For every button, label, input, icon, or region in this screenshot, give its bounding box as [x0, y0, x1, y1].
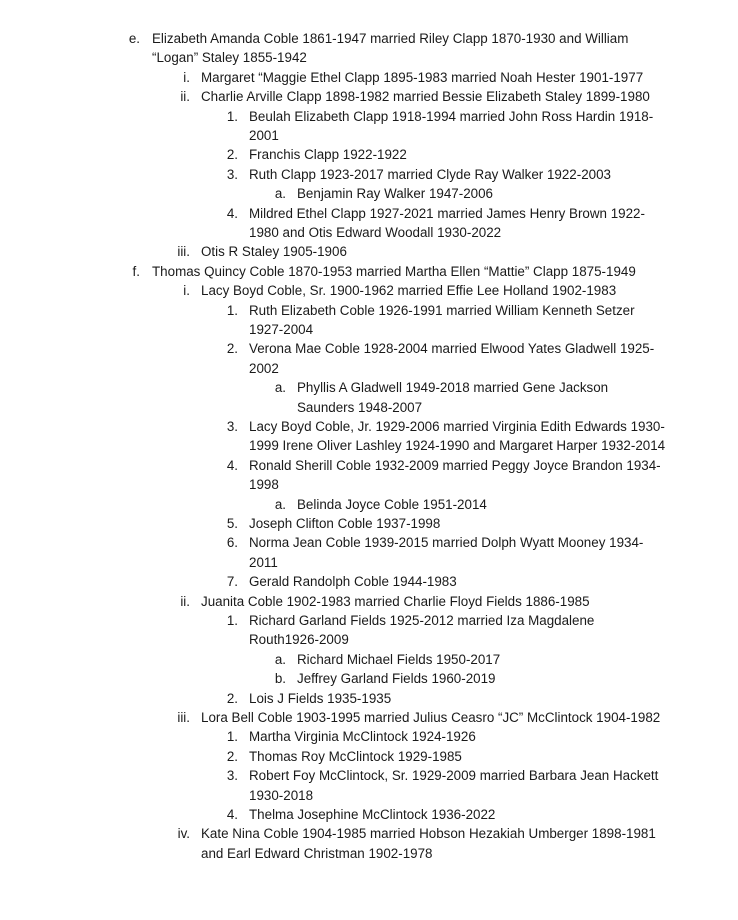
list-item — [0, 669, 738, 688]
list-item-text: Phyllis A Gladwell 1949-2018 married Gene Jackson — [297, 380, 609, 396]
list-item-text: 2001 — [249, 128, 279, 143]
list-marker: 2. — [226, 341, 238, 357]
list-marker: 4. — [226, 205, 238, 221]
list-item-text: Mildred Ethel Clapp 1927-2021 married James Henry Brown 1922- — [249, 205, 645, 221]
list-item — [0, 844, 738, 863]
list-item — [0, 533, 738, 552]
list-marker: 2. — [226, 690, 238, 706]
list-item — [0, 320, 738, 339]
list-item — [0, 824, 738, 843]
list-item — [0, 184, 738, 203]
list-marker: i. — [183, 69, 190, 85]
list-item-text: and Earl Edward Christman 1902-1978 — [201, 845, 433, 861]
list-item-text: “Logan” Staley 1855-1942 — [152, 50, 307, 66]
list-item-text: Robert Foy McClintock, Sr. 1929-2009 married Barbara Jean Hackett — [249, 768, 659, 784]
list-item-text: 2011 — [249, 554, 278, 570]
list-marker: iii. — [177, 244, 190, 260]
list-marker: a. — [274, 380, 286, 396]
list-marker: 3. — [226, 419, 238, 434]
list-item — [0, 165, 738, 184]
list-item — [0, 398, 738, 417]
list-marker: ii. — [180, 89, 190, 105]
list-item-text: Kate Nina Coble 1904-1985 married Hobson Hezakiah Umberger 1898-1981 — [201, 826, 656, 842]
list-item-text: Gerald Randolph Coble 1944-1983 — [249, 574, 457, 590]
list-marker: iv. — [177, 826, 190, 842]
list-marker: 4. — [226, 807, 238, 822]
list-item-text: Joseph Clifton Coble 1937-1998 — [249, 516, 441, 531]
list-item — [0, 650, 738, 669]
list-item — [0, 786, 738, 805]
list-marker: a. — [274, 651, 286, 667]
list-item-text: Elizabeth Amanda Coble 1861-1947 married Riley Clapp 1870-1930 and William — [152, 31, 629, 46]
list-item-text: 1927-2004 — [249, 322, 314, 337]
list-item-text: Thelma Josephine McClintock 1936-2022 — [249, 807, 496, 822]
list-marker: 1. — [226, 729, 238, 745]
list-marker: 1. — [226, 302, 238, 318]
list-item-text: 1980 and Otis Edward Woodall 1930-2022 — [249, 225, 502, 240]
list-item-text: Richard Garland Fields 1925-2012 married Iza Magdalene — [249, 613, 595, 628]
list-item — [0, 572, 738, 591]
list-item-text: Ruth Elizabeth Coble 1926-1991 married William Kenneth Setzer — [249, 302, 635, 318]
list-item — [0, 87, 738, 106]
list-marker: 7. — [226, 574, 238, 590]
list-marker: iii. — [177, 710, 190, 725]
list-item — [0, 48, 738, 67]
list-item-text: Ronald Sherill Coble 1932-2009 married Peggy Joyce Brandon 1934- — [249, 457, 661, 473]
list-marker: 1. — [226, 613, 238, 628]
list-item — [0, 766, 738, 785]
list-item-text: Beulah Elizabeth Clapp 1918-1994 married John Ross Hardin 1918- — [249, 108, 654, 124]
list-item — [0, 281, 738, 300]
list-marker: i. — [183, 283, 190, 299]
list-item — [0, 708, 738, 727]
list-marker: a. — [274, 186, 286, 202]
list-item-text: Franchis Clapp 1922-1922 — [249, 147, 407, 163]
list-item — [0, 204, 738, 223]
list-item-text: Norma Jean Coble 1939-2015 married Dolph Wyatt Mooney 1934- — [249, 535, 644, 551]
list-item-text: 2002 — [249, 360, 279, 376]
list-item-text: Otis R Staley 1905-1906 — [201, 244, 347, 260]
list-item-text: Lacy Boyd Coble, Sr. 1900-1962 married Effie Lee Holland 1902-1983 — [201, 283, 617, 299]
list-item — [0, 339, 738, 358]
list-marker: 6. — [226, 535, 238, 551]
list-item — [0, 242, 738, 261]
list-item — [0, 475, 738, 494]
list-item — [0, 359, 738, 378]
list-item — [0, 107, 738, 126]
list-item — [0, 126, 738, 145]
list-item — [0, 630, 738, 649]
list-item — [0, 514, 738, 533]
list-item — [0, 301, 738, 320]
list-marker: 3. — [226, 768, 238, 784]
list-item-text: Routh1926-2009 — [249, 632, 349, 648]
list-marker: e. — [128, 31, 140, 46]
list-item-text: 1998 — [249, 477, 279, 493]
list-marker: f. — [132, 263, 140, 279]
list-item — [0, 223, 738, 242]
list-item-text: Thomas Quincy Coble 1870-1953 married Martha Ellen “Mattie” Clapp 1875-1949 — [152, 263, 636, 279]
list-marker: ii. — [180, 593, 190, 609]
list-item-text: Verona Mae Coble 1928-2004 married Elwood Yates Gladwell 1925- — [249, 341, 655, 357]
list-marker: b. — [274, 671, 286, 687]
list-item-text: Charlie Arville Clapp 1898-1982 married Bessie Elizabeth Staley 1899-1980 — [201, 89, 650, 105]
list-item-text: 1999 Irene Oliver Lashley 1924-1990 and Margaret Harper 1932-2014 — [249, 438, 666, 454]
list-marker: a. — [274, 496, 286, 512]
list-item-text: Richard Michael Fields 1950-2017 — [297, 651, 501, 667]
list-item-text: Jeffrey Garland Fields 1960-2019 — [297, 671, 496, 687]
list-item — [0, 456, 738, 475]
list-item — [0, 553, 738, 572]
list-marker: 4. — [226, 457, 238, 473]
list-item-text: Martha Virginia McClintock 1924-1926 — [249, 729, 476, 745]
list-item-text: Lora Bell Coble 1903-1995 married Julius Ceasro “JC” McClintock 1904-1982 — [201, 710, 661, 725]
list-item — [0, 495, 738, 514]
list-item — [0, 145, 738, 164]
list-item-text: Benjamin Ray Walker 1947-2006 — [297, 186, 494, 202]
list-item — [0, 378, 738, 397]
list-item — [0, 689, 738, 708]
list-item — [0, 747, 738, 766]
list-item — [0, 262, 738, 281]
list-item — [0, 611, 738, 630]
list-marker: 1. — [226, 108, 238, 124]
list-item-text: Belinda Joyce Coble 1951-2014 — [297, 496, 487, 512]
list-marker: 5. — [226, 516, 238, 531]
list-item-text: Lois J Fields 1935-1935 — [249, 690, 392, 706]
list-item — [0, 727, 738, 746]
list-item-text: Thomas Roy McClintock 1929-1985 — [249, 748, 462, 764]
list-item — [0, 592, 738, 611]
list-item — [0, 805, 738, 824]
list-item — [0, 417, 738, 436]
list-item-text: 1930-2018 — [249, 787, 314, 803]
list-marker: 2. — [226, 748, 238, 764]
list-item — [0, 68, 738, 87]
list-item-text: Juanita Coble 1902-1983 married Charlie Floyd Fields 1886-1985 — [201, 593, 590, 609]
list-marker: 3. — [226, 166, 238, 182]
list-item-text: Saunders 1948-2007 — [297, 399, 423, 415]
list-item — [0, 29, 738, 48]
list-item-text: Margaret “Maggie Ethel Clapp 1895-1983 married Noah Hester 1901-1977 — [201, 69, 644, 85]
list-item-text: Ruth Clapp 1923-2017 married Clyde Ray Walker 1922-2003 — [249, 166, 611, 182]
list-marker: 2. — [226, 147, 238, 163]
list-item — [0, 436, 738, 455]
list-item-text: Lacy Boyd Coble, Jr. 1929-2006 married Virginia Edith Edwards 1930- — [249, 419, 665, 434]
